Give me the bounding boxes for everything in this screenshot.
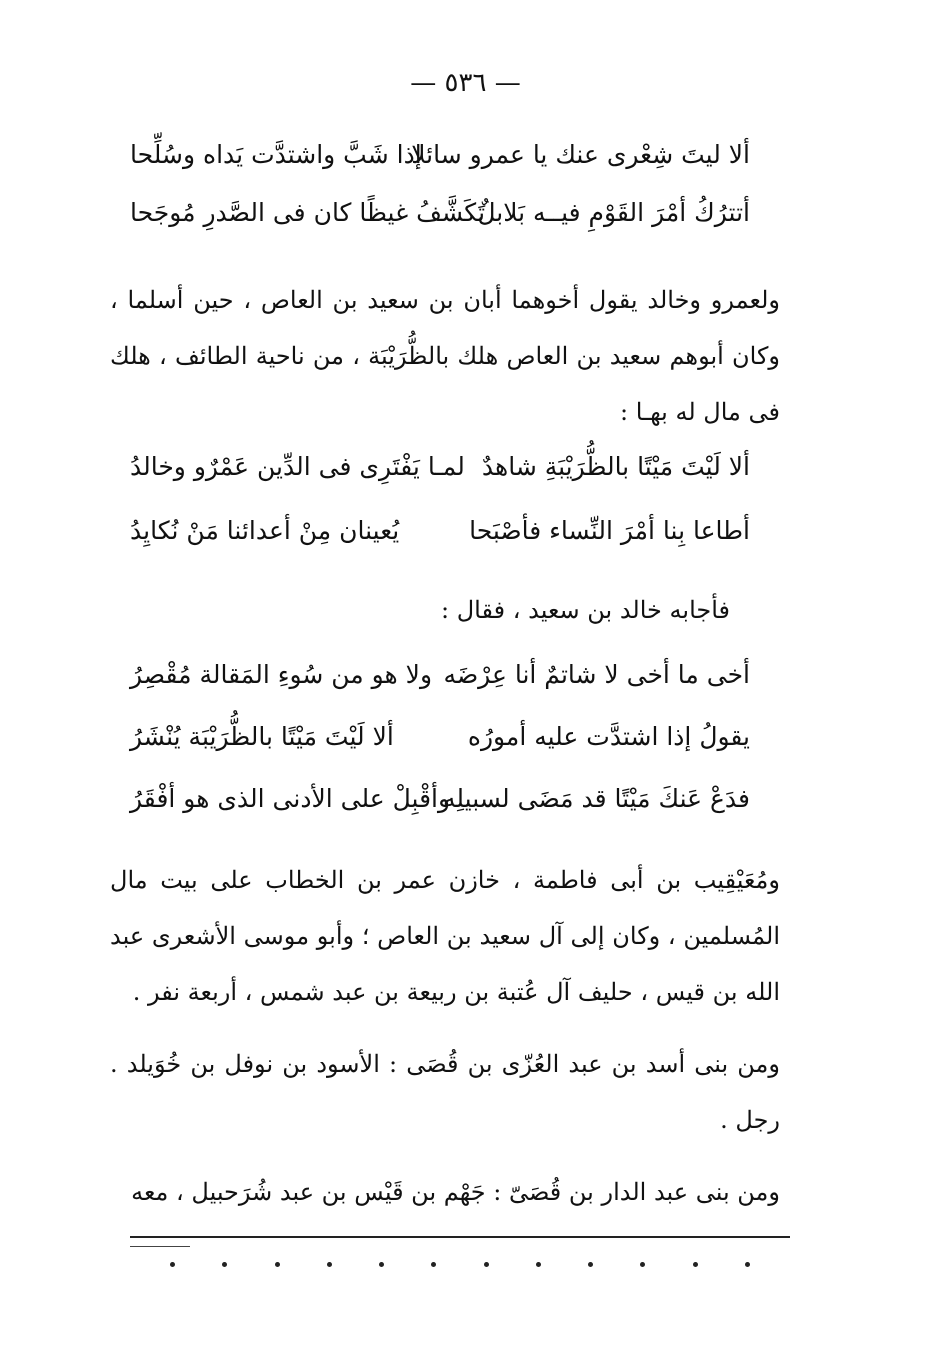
verse-line xyxy=(130,452,750,498)
dot-mark xyxy=(170,1262,175,1267)
prose-paragraph: ومُعَيْقِيب بن أبى فاطمة ، خازن عمر بن الخطاب على بيت مال المُسلمين ، وكان إلى آل سعيد بن العاص ؛ وأبو موسى الأشعرى عبد الله بن قيس ، حليف آل عُتبة بن ربيعة بن عبد شمس ، أربعة نفر . xyxy=(110,866,780,1006)
verse-line xyxy=(130,198,750,244)
prose-paragraph: ومن بنى عبد الدار بن قُصَىّ : جَهْم بن قَيْس بن عبد شُرَحبيل ، معه xyxy=(131,1178,780,1206)
footnote-rule-short xyxy=(130,1246,190,1247)
dot-mark xyxy=(431,1262,436,1267)
verse-hemistich-second: يُعينان مِنْ أعدائنا مَنْ نُكايِدُ xyxy=(130,516,400,545)
dot-mark xyxy=(640,1262,645,1267)
verse-hemistich-first: أتترُكُ أمْرَ القَوْمِ فيــه بَلابلٌ xyxy=(477,198,750,227)
verse-hemistich-first: أطاعا بِنا أمْرَ النِّساء فأصْبَحا xyxy=(469,516,750,545)
verse-line xyxy=(130,722,750,768)
page-number: — ٥٣٦ — xyxy=(410,68,521,98)
dot-mark xyxy=(327,1262,332,1267)
prose-paragraph: ومن بنى أسد بن عبد العُزّى بن قُصَى : الأسود بن نوفل بن خُوَيلد . رجل . xyxy=(110,1050,780,1134)
dot-mark xyxy=(693,1262,698,1267)
prose-paragraph: فأجابه خالد بن سعيد ، فقال : xyxy=(441,596,730,624)
verse-hemistich-second: لمـا يَفْتَرِى فى الدِّين عَمْرٌو وخالدُ xyxy=(130,452,465,481)
verse-hemistich-second: ولا هو من سُوءِ المَقالة مُقْصِرُ xyxy=(130,660,433,689)
verse-line xyxy=(130,660,750,706)
verse-hemistich-second: ألا لَيْتَ مَيْتًا بالظُّرَيْبَة يُنْشَرُ xyxy=(130,722,394,751)
verse-line xyxy=(130,516,750,562)
dot-mark xyxy=(588,1262,593,1267)
verse-hemistich-first: أخى ما أخى لا شاتمٌ أنا عِرْضَه xyxy=(443,660,750,689)
verse-hemistich-first: يقولُ إذا اشتدَّت عليه أمورُه xyxy=(467,722,750,751)
dot-mark xyxy=(484,1262,489,1267)
verse-hemistich-first: ألا ليتَ شِعْرى عنك يا عمرو سائلا xyxy=(411,140,750,169)
verse-hemistich-first: ألا لَيْتَ مَيْتًا بالظُّرَيْبَةِ شاهدٌ xyxy=(481,452,750,481)
verse-hemistich-second: وأقْبِلْ على الأدنى الذى هو أفْقَرُ xyxy=(130,784,451,813)
verse-hemistich-second: تَكَشَّفُ غيظًا كان فى الصَّدرِ مُوجَحا xyxy=(130,198,486,227)
prose-paragraph: ولعمرو وخالد يقول أخوهما أبان بن سعيد بن العاص ، حين أسلما ، وكان أبوهم سعيد بن العاص هلك بالظُّرَيْبَة ، من ناحية الطائف ، هلك فى مال له بهـا : xyxy=(110,286,780,426)
verse-hemistich-second: إذا شَبَّ واشتدَّت يَداه وسُلِّحا xyxy=(130,140,422,169)
dot-mark xyxy=(275,1262,280,1267)
verse-line xyxy=(130,140,750,186)
footnote-rule xyxy=(130,1236,790,1238)
dot-mark xyxy=(222,1262,227,1267)
verse-hemistich-first: فدَعْ عَنكَ مَيْتًا قد مَضَى لسبيلِه xyxy=(442,784,750,813)
verse-line xyxy=(130,784,750,830)
dot-mark xyxy=(745,1262,750,1267)
dot-mark xyxy=(536,1262,541,1267)
dot-mark xyxy=(379,1262,384,1267)
dot-leader-row xyxy=(170,1262,750,1276)
